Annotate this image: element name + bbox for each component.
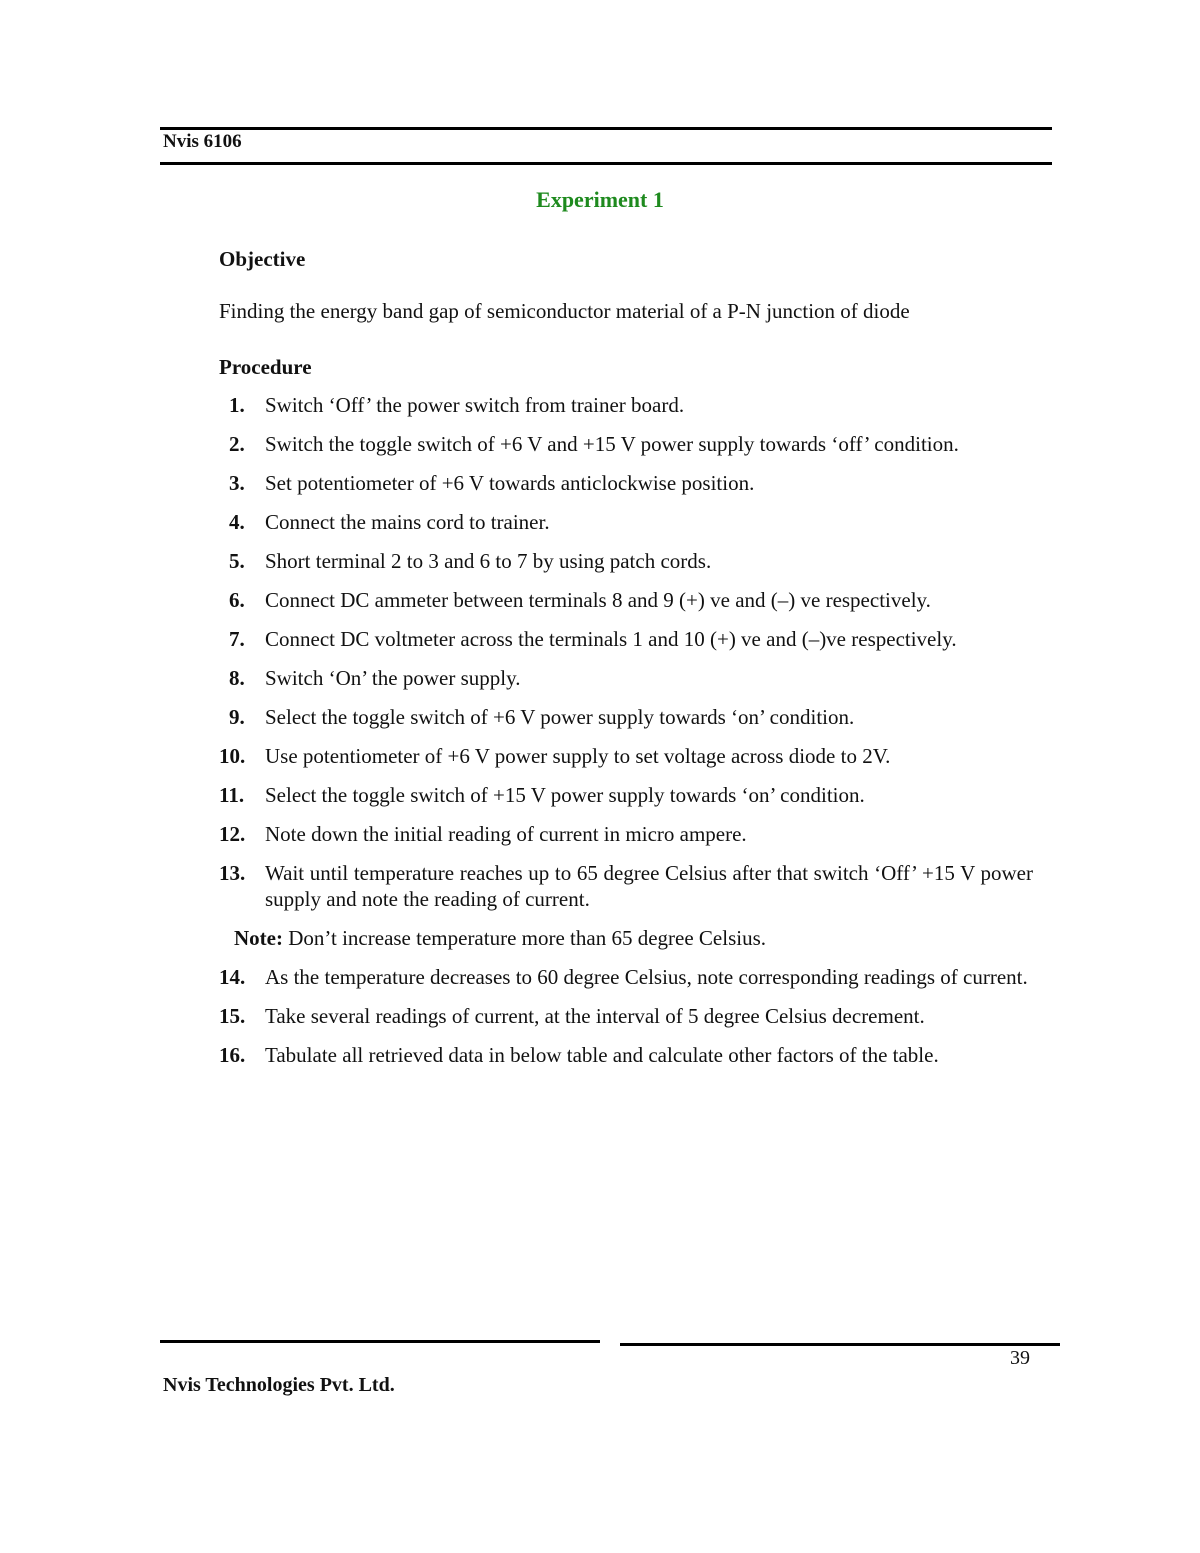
step-number: 1. (229, 393, 245, 417)
objective-heading: Objective (219, 247, 306, 271)
step-number: 14. (219, 965, 246, 989)
objective-text: Finding the energy band gap of semiconductor material of a P-N junction of diode (219, 299, 910, 323)
procedure-step (219, 431, 1033, 457)
step-text: Take several readings of current, at the interval of 5 degree Celsius decrement. (265, 1004, 925, 1028)
step-text: As the temperature decreases to 60 degree Celsius, note corresponding readings of current. (265, 965, 1028, 989)
step-text: Connect the mains cord to trainer. (265, 510, 550, 534)
step-text: Select the toggle switch of +6 V power supply towards ‘on’ condition. (265, 705, 855, 729)
procedure-step (219, 665, 1033, 691)
procedure-step (219, 860, 1033, 912)
header-rule-top (160, 127, 1052, 130)
procedure-step (219, 509, 1033, 535)
header-rule-bottom (160, 162, 1052, 165)
step-text: Switch ‘On’ the power supply. (265, 666, 521, 690)
step-text: Short terminal 2 to 3 and 6 to 7 by using patch cords. (265, 549, 712, 573)
procedure-heading: Procedure (219, 355, 312, 379)
step-number: 11. (219, 783, 245, 807)
procedure-step (219, 392, 1033, 418)
step-text: Use potentiometer of +6 V power supply to set voltage across diode to 2V. (265, 744, 891, 768)
step-number: 13. (219, 861, 246, 885)
step-number: 9. (229, 705, 245, 729)
document-code: Nvis 6106 (163, 131, 242, 152)
procedure-steps (219, 392, 1033, 912)
step-number: 10. (219, 744, 246, 768)
step-number: 8. (229, 666, 245, 690)
footer-rule-right (620, 1343, 1060, 1346)
procedure-step (219, 587, 1033, 613)
step-text: Switch the toggle switch of +6 V and +15 V power supply towards ‘off’ condition. (265, 432, 959, 456)
step-text: Connect DC ammeter between terminals 8 and 9 (+) ve and (–) ve respectively. (265, 588, 931, 612)
step-number: 12. (219, 822, 246, 846)
page-number: 39 (1010, 1347, 1030, 1369)
procedure-step (219, 704, 1033, 730)
step-number: 2. (229, 432, 245, 456)
step-number: 15. (219, 1004, 246, 1028)
procedure-step (219, 1042, 1033, 1068)
procedure-step (219, 1003, 1033, 1029)
procedure-steps-continued (219, 964, 1033, 1068)
step-number: 5. (229, 549, 245, 573)
procedure-step (219, 743, 1033, 769)
step-text: Tabulate all retrieved data in below table and calculate other factors of the table. (265, 1043, 939, 1067)
procedure-step (219, 782, 1033, 808)
procedure-step (219, 626, 1033, 652)
step-number: 3. (229, 471, 245, 495)
procedure-note (234, 925, 1033, 951)
footer-rule-left (160, 1340, 600, 1343)
experiment-title: Experiment 1 (536, 187, 664, 212)
procedure-step (219, 964, 1033, 990)
page-content (219, 246, 1033, 1081)
note-text: Don’t increase temperature more than 65 degree Celsius. (282, 926, 767, 950)
note-label: Note: (234, 926, 283, 950)
step-text: Connect DC voltmeter across the terminals 1 and 10 (+) ve and (–)ve respectively. (265, 627, 957, 651)
step-text: Switch ‘Off’ the power switch from trainer board. (265, 393, 685, 417)
procedure-step (219, 821, 1033, 847)
company-name: Nvis Technologies Pvt. Ltd. (163, 1374, 395, 1396)
step-text: Select the toggle switch of +15 V power supply towards ‘on’ condition. (265, 783, 865, 807)
step-number: 16. (219, 1043, 246, 1067)
step-number: 6. (229, 588, 245, 612)
step-text: Set potentiometer of +6 V towards anticlockwise position. (265, 471, 755, 495)
procedure-step (219, 470, 1033, 496)
procedure-step (219, 548, 1033, 574)
step-number: 4. (229, 510, 245, 534)
step-text: Wait until temperature reaches up to 65 degree Celsius after that switch ‘Off’ +15 V power supply and note the reading of current. (265, 861, 1033, 911)
step-text: Note down the initial reading of current in micro ampere. (265, 822, 747, 846)
step-number: 7. (229, 627, 245, 651)
